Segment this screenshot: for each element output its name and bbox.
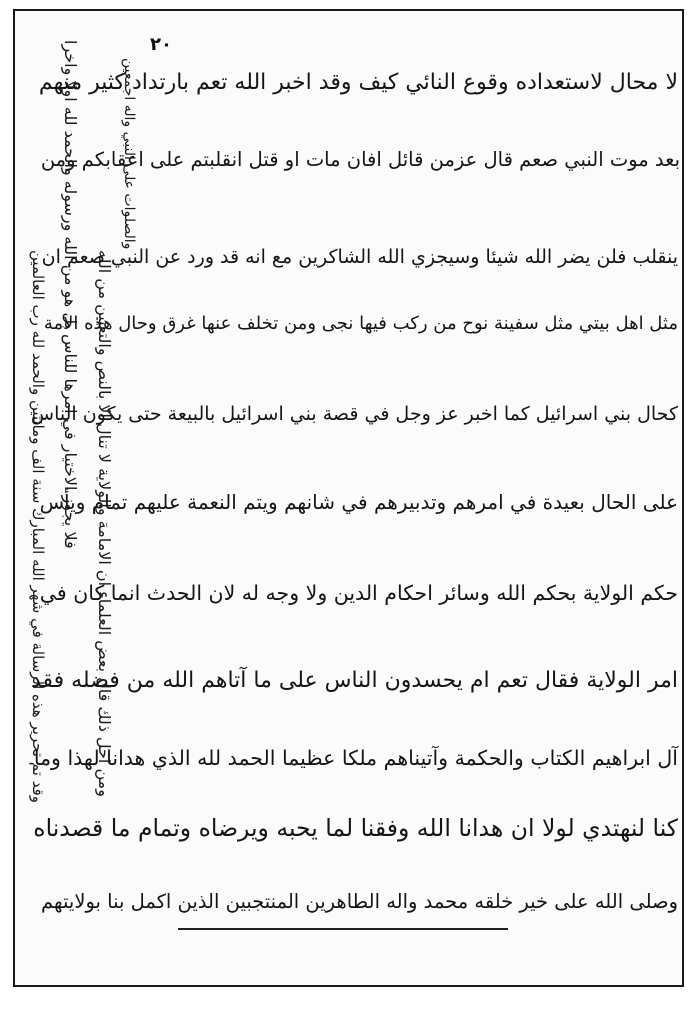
text-line: على الحال بعيدة في امرهم وتدبيرهم في شانهم ويتم النعمة عليهم تمام ويأس: [39, 490, 678, 514]
margin-note: وقد تم تحرير هذه الرسالة في شهر الله المبارك سنة الف ومائتين والحمد لله رب العالمين: [29, 250, 47, 804]
text-line: كحال بني اسرائيل كما اخبر عز وجل في قصة بني اسرائيل بالبيعة حتى يكون الناس: [30, 403, 678, 425]
text-line: وصلى الله على خير خلقه محمد واله الطاهرين المنتجبين الذين اكمل بنا بولايتهم: [41, 890, 678, 913]
text-line: امر الولاية فقال تعم ام يحسدون الناس على ما آتاهم الله من فضله فقد: [30, 668, 678, 693]
underline-stroke: [178, 928, 508, 930]
text-line: آل ابراهيم الكتاب والحكمة وآتيناهم ملكا عظيما الحمد لله الذي هدانا لهذا وما: [33, 746, 678, 770]
text-line: مثل اهل بيتي مثل سفينة نوح من ركب فيها نجى ومن تخلف عنها غرق وحال هذه الامة: [43, 313, 678, 334]
margin-note: والصلوات على النبي واله اجمعين: [121, 58, 137, 250]
text-line: بعد موت النبي صعم قال عزمن قائل افان مات او قتل انقلبتم على اعقابكم ومن: [40, 148, 680, 171]
margin-note: ومن اجل ذلك قال بعض العلماء ان الامامة والولاية لا تنال الا بالنص والتعيين من الله: [95, 250, 114, 797]
text-line: كنا لنهتدي لولا ان هدانا الله وفقنا لما يحبه ويرضاه وتمام ما قصدناه: [33, 814, 678, 842]
margin-note: فلا يجوز الاختيار في امرها للناس بل هو من الله ورسوله والحمد لله اولا واخرا: [61, 40, 80, 549]
page-number: ٢٠: [150, 34, 172, 55]
text-line: حكم الولاية بحكم الله وسائر احكام الدين ولا وجه له لان الحدث انما كان في: [39, 581, 678, 605]
text-line: ينقلب فلن يضر الله شيئا وسيجزي الله الشاكرين مع انه قد ورد عن النبي صعم ان: [41, 246, 678, 268]
text-line: لا محال لاستعداده وقوع النائي كيف وقد اخبر الله تعم بارتداد كثير منهم: [38, 70, 678, 95]
